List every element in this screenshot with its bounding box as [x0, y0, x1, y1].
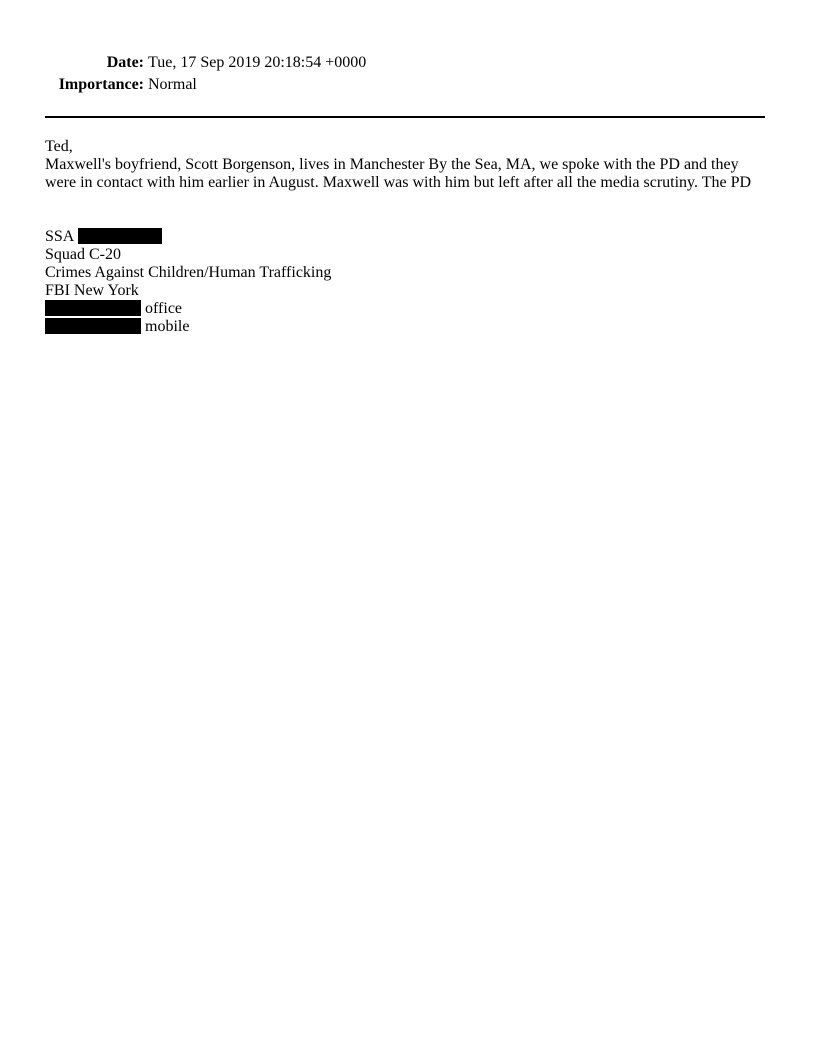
- email-signature: [45, 228, 331, 336]
- phone-office-label: office: [145, 300, 183, 317]
- signature-unit: Crimes Against Children/Human Trafficking: [45, 264, 332, 281]
- importance-row: [46, 75, 366, 97]
- signature-title: SSA: [45, 228, 75, 245]
- date-label: Date:: [106, 54, 144, 71]
- importance-label: Importance:: [58, 76, 144, 93]
- email-body: [45, 138, 775, 192]
- importance-value: Normal: [148, 76, 197, 93]
- redaction-office-phone: [45, 300, 141, 316]
- body-line-2: were in contact with him earlier in August. Maxwell was with him but left after all the media scrutiny. The PD: [45, 174, 752, 191]
- phone-mobile-label: mobile: [145, 318, 190, 335]
- email-header: [46, 53, 366, 97]
- signature-phone-office: [45, 300, 331, 318]
- signature-phone-mobile: [45, 318, 331, 336]
- signature-title-line: [45, 228, 331, 246]
- date-row: [46, 53, 366, 75]
- header-divider: [45, 116, 765, 118]
- redaction-mobile-phone: [45, 318, 141, 334]
- date-value: Tue, 17 Sep 2019 20:18:54 +0000: [148, 54, 367, 71]
- greeting: Ted,: [45, 138, 73, 155]
- redaction-name: [78, 228, 162, 244]
- signature-squad: Squad C-20: [45, 246, 121, 263]
- body-line-1: Maxwell's boyfriend, Scott Borgenson, lives in Manchester By the Sea, MA, we spoke with the PD and they: [45, 156, 739, 173]
- signature-office-name: FBI New York: [45, 282, 139, 299]
